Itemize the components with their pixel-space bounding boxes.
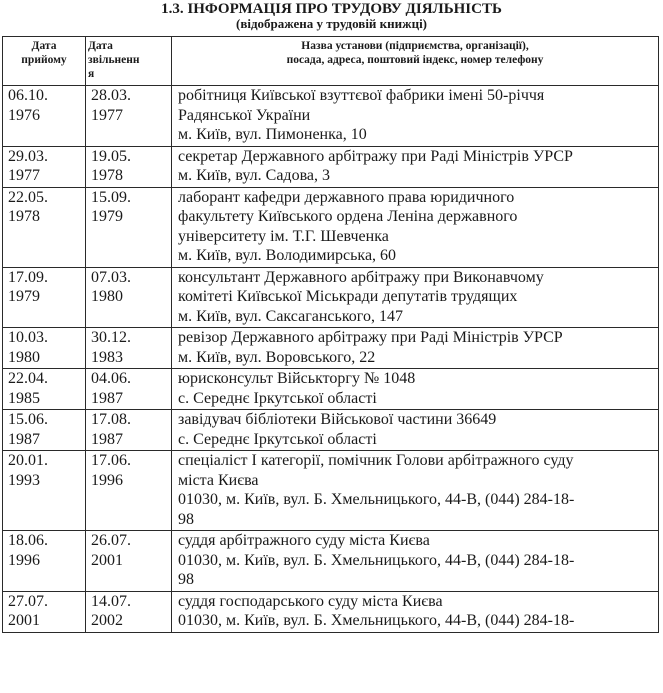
- employment-date-cell: 10.03. 1980: [3, 328, 86, 369]
- table-row: [3, 369, 659, 410]
- employment-table: [2, 36, 659, 633]
- table-row: [3, 146, 659, 187]
- organization-details-cell: робітниця Київської взуттєвої фабрики імені 50-річчя Радянської України м. Київ, вул. Пимоненка, 10: [172, 86, 659, 147]
- organization-details-cell: спеціаліст І категорії, помічник Голови арбітражного суду міста Києва 01030, м. Київ, вул. Б. Хмельницького, 44-В, (044) 284-18- 98: [172, 451, 659, 531]
- column-header-organization: Назва установи (підприємства, організації), посада, адреса, поштовий індекс, номер телефону: [172, 37, 659, 86]
- employment-date-cell: 22.05. 1978: [3, 187, 86, 267]
- employment-date-cell: 18.06. 1996: [3, 531, 86, 592]
- employment-date-cell: 15.06. 1987: [3, 410, 86, 451]
- dismissal-date-cell: 07.03. 1980: [86, 267, 172, 328]
- organization-details-cell: завідувач бібліотеки Військової частини 36649 с. Середнє Іркутської області: [172, 410, 659, 451]
- organization-details-cell: ревізор Державного арбітражу при Раді Міністрів УРСР м. Київ, вул. Воровського, 22: [172, 328, 659, 369]
- organization-details-cell: суддя арбітражного суду міста Києва 01030, м. Київ, вул. Б. Хмельницького, 44-В, (044) 284-18- 98: [172, 531, 659, 592]
- dismissal-date-cell: 28.03. 1977: [86, 86, 172, 147]
- table-header-row: [3, 37, 659, 86]
- dismissal-date-cell: 04.06. 1987: [86, 369, 172, 410]
- table-row: [3, 451, 659, 531]
- organization-details-cell: суддя господарського суду міста Києва 01030, м. Київ, вул. Б. Хмельницького, 44-В, (044) 284-18-: [172, 591, 659, 632]
- employment-date-cell: 06.10. 1976: [3, 86, 86, 147]
- dismissal-date-cell: 26.07. 2001: [86, 531, 172, 592]
- table-row: [3, 187, 659, 267]
- employment-date-cell: 29.03. 1977: [3, 146, 86, 187]
- organization-details-cell: секретар Державного арбітражу при Раді Міністрів УРСР м. Київ, вул. Садова, 3: [172, 146, 659, 187]
- dismissal-date-cell: 19.05. 1978: [86, 146, 172, 187]
- table-row: [3, 267, 659, 328]
- table-row: [3, 531, 659, 592]
- table-row: [3, 410, 659, 451]
- employment-date-cell: 17.09. 1979: [3, 267, 86, 328]
- employment-date-cell: 20.01. 1993: [3, 451, 86, 531]
- dismissal-date-cell: 17.06. 1996: [86, 451, 172, 531]
- organization-details-cell: консультант Державного арбітражу при Виконавчому комітеті Київської Міськради депутатів трудящих м. Київ, вул. Саксаганського, 147: [172, 267, 659, 328]
- table-row: [3, 591, 659, 632]
- dismissal-date-cell: 15.09. 1979: [86, 187, 172, 267]
- dismissal-date-cell: 14.07. 2002: [86, 591, 172, 632]
- employment-date-cell: 27.07. 2001: [3, 591, 86, 632]
- column-header-dismissal-date: Дата звільненн я: [86, 37, 172, 86]
- organization-details-cell: юрисконсульт Військторгу № 1048 с. Середнє Іркутської області: [172, 369, 659, 410]
- employment-date-cell: 22.04. 1985: [3, 369, 86, 410]
- section-subtitle: (відображена у трудовій книжці): [235, 16, 428, 31]
- column-header-employment-date: Дата прийому: [3, 37, 86, 86]
- table-row: [3, 86, 659, 147]
- table-row: [3, 328, 659, 369]
- dismissal-date-cell: 30.12. 1983: [86, 328, 172, 369]
- dismissal-date-cell: 17.08. 1987: [86, 410, 172, 451]
- section-title: 1.3. ІНФОРМАЦІЯ ПРО ТРУДОВУ ДІЯЛЬНІСТЬ: [161, 1, 502, 17]
- table-body: [3, 86, 659, 633]
- organization-details-cell: лаборант кафедри державного права юридичного факультету Київського ордена Леніна державного університету ім. Т.Г. Шевченка м. Київ, вул. Володимирська, 60: [172, 187, 659, 267]
